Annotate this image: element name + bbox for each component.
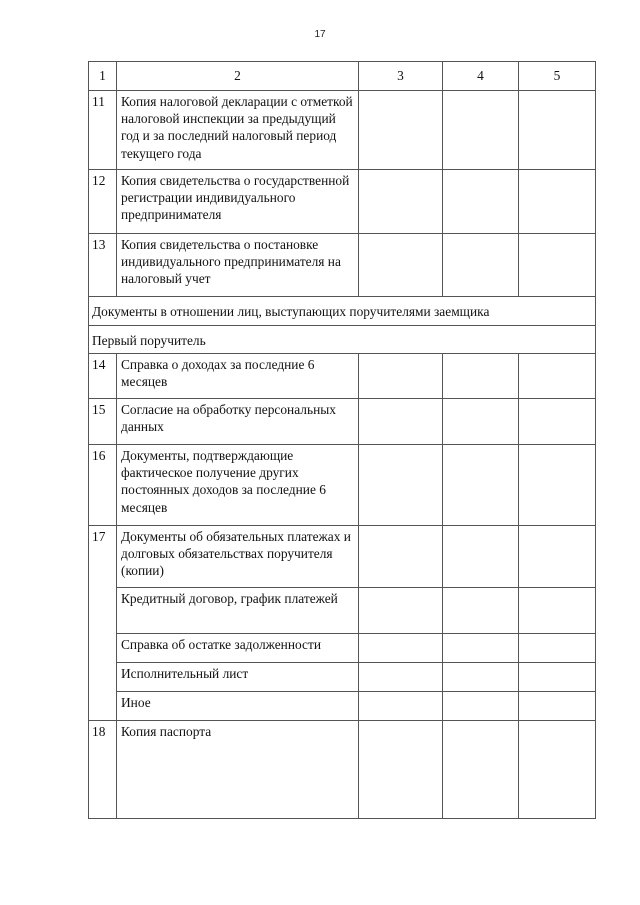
empty-cell — [359, 445, 443, 526]
document-subitem: Кредитный договор, график платежей — [117, 588, 359, 634]
document-name: Копия свидетельства о постановке индивидуального предпринимателя на налоговый учет — [117, 234, 359, 297]
table-row — [89, 692, 596, 721]
table-row — [89, 634, 596, 663]
row-number: 16 — [89, 445, 117, 526]
empty-cell — [359, 170, 443, 234]
empty-cell — [443, 692, 519, 721]
page-number: 17 — [314, 29, 326, 40]
empty-cell — [359, 91, 443, 170]
column-header: 4 — [443, 62, 519, 91]
row-number: 11 — [89, 91, 117, 170]
documents-table — [88, 61, 596, 819]
empty-cell — [519, 170, 596, 234]
empty-cell — [519, 692, 596, 721]
document-subitem: Исполнительный лист — [117, 663, 359, 692]
column-header: 2 — [117, 62, 359, 91]
empty-cell — [359, 634, 443, 663]
document-name: Копия налоговой декларации с отметкой налоговой инспекции за предыдущий год и за последний налоговый период текущего года — [117, 91, 359, 170]
row-number: 13 — [89, 234, 117, 297]
empty-cell — [443, 663, 519, 692]
section-title-first-guarantor: Первый поручитель — [89, 326, 596, 354]
empty-cell — [519, 634, 596, 663]
row-number: 14 — [89, 354, 117, 399]
section-row — [89, 297, 596, 326]
column-header: 1 — [89, 62, 117, 91]
empty-cell — [443, 399, 519, 445]
empty-cell — [519, 588, 596, 634]
table-row — [89, 526, 596, 588]
table-row — [89, 234, 596, 297]
row-number: 18 — [89, 721, 117, 819]
empty-cell — [519, 526, 596, 588]
empty-cell — [359, 234, 443, 297]
empty-cell — [519, 234, 596, 297]
document-name: Документы, подтверждающие фактическое получение других постоянных доходов за последние 6 месяцев — [117, 445, 359, 526]
table-row — [89, 663, 596, 692]
section-row — [89, 326, 596, 354]
empty-cell — [443, 445, 519, 526]
empty-cell — [359, 721, 443, 819]
table-row — [89, 170, 596, 234]
table-row — [89, 721, 596, 819]
table-row — [89, 91, 596, 170]
empty-cell — [443, 634, 519, 663]
column-header: 3 — [359, 62, 443, 91]
document-subitem: Справка об остатке задолженности — [117, 634, 359, 663]
document-name: Справка о доходах за последние 6 месяцев — [117, 354, 359, 399]
empty-cell — [519, 445, 596, 526]
empty-cell — [443, 526, 519, 588]
table-header-row — [89, 62, 596, 91]
table-row — [89, 588, 596, 634]
table-row — [89, 354, 596, 399]
empty-cell — [359, 399, 443, 445]
empty-cell — [443, 234, 519, 297]
document-name: Документы об обязательных платежах и долговых обязательствах поручителя (копии) — [117, 526, 359, 588]
empty-cell — [519, 399, 596, 445]
document-name: Копия свидетельства о государственной регистрации индивидуального предпринимателя — [117, 170, 359, 234]
row-number: 15 — [89, 399, 117, 445]
empty-cell — [443, 588, 519, 634]
empty-cell — [443, 354, 519, 399]
empty-cell — [519, 91, 596, 170]
table-row — [89, 445, 596, 526]
section-title-guarantors: Документы в отношении лиц, выступающих поручителями заемщика — [89, 297, 596, 326]
column-header: 5 — [519, 62, 596, 91]
row-number: 17 — [89, 526, 117, 721]
empty-cell — [443, 91, 519, 170]
empty-cell — [519, 663, 596, 692]
empty-cell — [443, 721, 519, 819]
empty-cell — [359, 692, 443, 721]
empty-cell — [443, 170, 519, 234]
empty-cell — [519, 721, 596, 819]
document-name: Согласие на обработку персональных данных — [117, 399, 359, 445]
empty-cell — [359, 526, 443, 588]
table-row — [89, 399, 596, 445]
document-name: Копия паспорта — [117, 721, 359, 819]
empty-cell — [359, 588, 443, 634]
empty-cell — [359, 354, 443, 399]
empty-cell — [359, 663, 443, 692]
empty-cell — [519, 354, 596, 399]
row-number: 12 — [89, 170, 117, 234]
document-subitem: Иное — [117, 692, 359, 721]
